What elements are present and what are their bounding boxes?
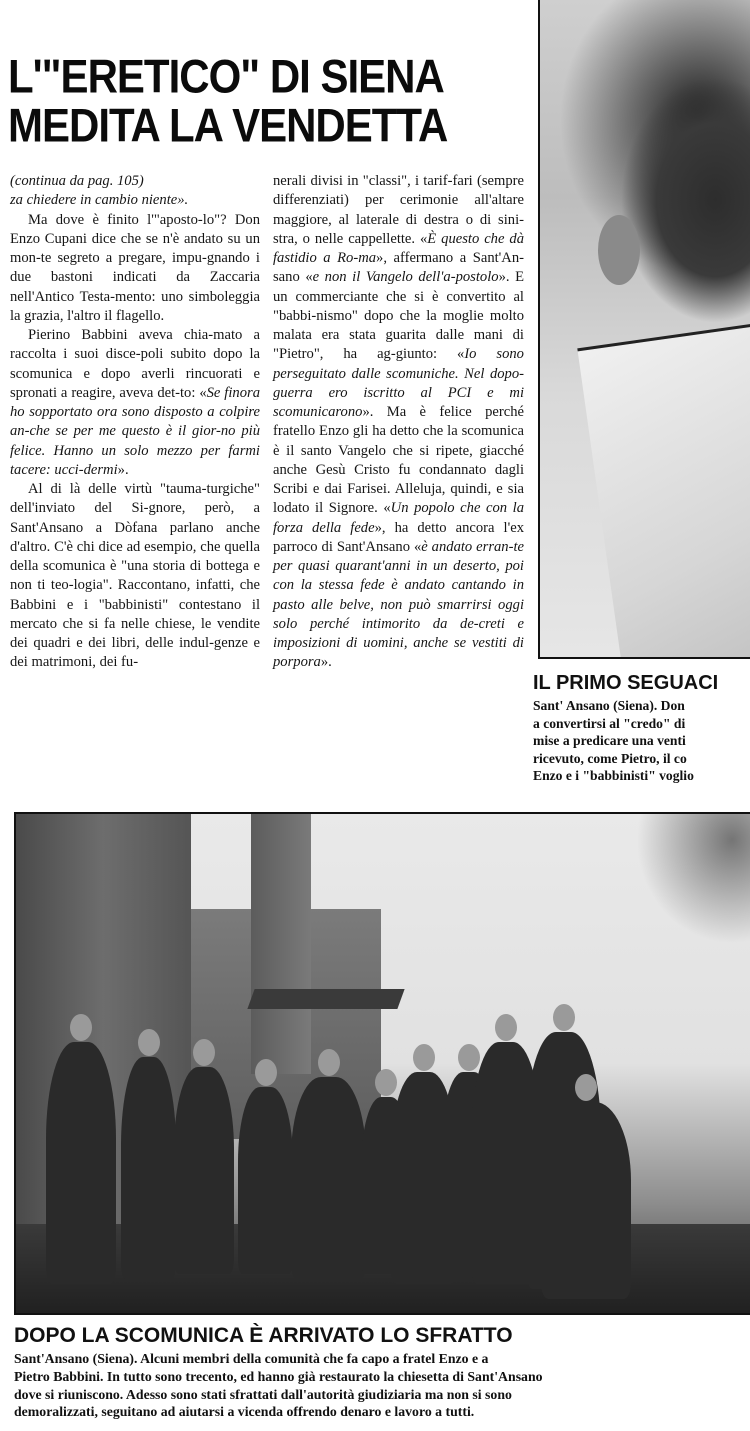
- group-caption-line: Sant'Ansano (Siena). Alcuni membri della comunità che fa capo a fratel Enzo e a: [14, 1351, 489, 1366]
- italic-quote: e non il Vangelo dell'a-postolo: [312, 269, 499, 286]
- portrait-ear: [598, 215, 640, 285]
- person-head: [375, 1069, 397, 1096]
- portrait-caption-line: a convertirsi al "credo" di: [533, 715, 686, 731]
- person-head: [413, 1044, 435, 1071]
- portrait-caption-body: [533, 697, 750, 785]
- portrait-caption-line: ricevuto, come Pietro, il co: [533, 750, 687, 766]
- portrait-caption-line: Enzo e i "babbinisti" voglio: [533, 768, 694, 784]
- article-text: Ma dove è finito l'"aposto-lo"? Don Enzo Cupani dice che se n'è andato su un mon-te segreto a pregare, impu-gnando i due bastoni indicati da Zaccaria nell'Antico Testa-mento: uno simboleggia la grazia, l'altro il flagello.: [10, 211, 260, 324]
- group-caption-line: dove si riuniscono. Adesso sono stati sfrattati dall'autorità giudiziaria ma non si sono: [14, 1386, 512, 1402]
- person-head: [255, 1059, 277, 1086]
- person-head: [138, 1029, 160, 1056]
- article-text: », affermano a Sant'An-sano «: [273, 250, 524, 286]
- headline-line-1: L'"ERETICO" DI SIENA: [8, 49, 444, 103]
- italic-quote: (continua da pag. 105): [10, 173, 144, 189]
- portrait-caption-line: Sant' Ansano (Siena). Don: [533, 698, 685, 713]
- article-column-2: [273, 172, 524, 673]
- article-text: nerali divisi in "classi", i tarif-fari (sempre differenziati) per cerimonie all'altare maggiore, al laterale di destra o di sini-stra, o nelle cappellette. «: [273, 173, 524, 247]
- person-silhouette: [121, 1057, 176, 1279]
- person-head: [575, 1074, 597, 1101]
- article-paragraph: [10, 191, 260, 210]
- person-head: [318, 1049, 340, 1076]
- group-caption-line: Pietro Babbini. In tutto sono trecento, ed hanno già restaurato la chiesetta di Sant'Ansano: [14, 1368, 543, 1384]
- italic-quote: è andato erran-te per quasi quarant'anni in un deserto, poi con la stessa fede è andato cantando in pasto alle belve, non può smarrirsi oggi solo perché intimorito da de-creti e imposizioni di uomini, anche se vestiti di porpora: [273, 538, 524, 671]
- italic-quote: È questo che dà fastidio a Ro-ma: [273, 230, 524, 266]
- roof: [247, 989, 404, 1009]
- article-text: », ha detto ancora l'ex parroco di Sant'Ansano «: [273, 519, 524, 555]
- person-silhouette: [238, 1087, 293, 1274]
- portrait-caption-line: mise a predicare una venti: [533, 733, 686, 749]
- article-text: Pierino Babbini aveva chia-mato a raccolta i suoi disce-poli subito dopo la scomunica e dopo averli rincuorati e spronati a reagire, aveva det-to: «: [10, 327, 260, 401]
- person-silhouette: [46, 1042, 116, 1284]
- article-paragraph: [10, 211, 260, 327]
- person-head: [70, 1014, 92, 1041]
- article-paragraph: [10, 480, 260, 673]
- article-text: ».: [320, 654, 332, 671]
- italic-quote: Se finora ho sopportato ora sono disposto a colpire an-che se per me questo è il gior-no più felice. Hanno un solo mezzo per farmi tacere: ucci-dermi: [10, 384, 260, 478]
- group-caption-title: DOPO LA SCOMUNICA È ARRIVATO LO SFRATTO: [14, 1324, 513, 1347]
- italic-quote: za chiedere in cambio niente».: [10, 192, 189, 209]
- portrait-caption-title: IL PRIMO SEGUACI: [533, 672, 719, 694]
- portrait-collar: [577, 315, 750, 659]
- person-silhouette: [174, 1067, 234, 1274]
- article-paragraph: [10, 172, 260, 191]
- headline-line-2: MEDITA LA VENDETTA: [8, 99, 448, 152]
- article-text: Al di là delle virtù "tauma-turgiche" dell'inviato del Si-gnore, però, a Sant'Ansano a Dòfana parlano anche d'altro. C'è chi dice ad esempio, che quella della scomunica è "una storia di bottega e non ti teo-logia". Raccontano, infatti, che Babbini e i "babbinisti" contestano il mercato che si fa nelle chiese, le vendite dei quadri e dei libri, delle indul-genze e dei matrimoni, dei fu-: [10, 481, 260, 671]
- article-paragraph: [273, 172, 524, 673]
- person-head: [193, 1039, 215, 1066]
- article-text: ». Ma è felice perché fratello Enzo gli ha detto che la scomunica è il santo Vangelo che si ripete, giacché anche Gesù Cristo fu condannato dagli Scribi e dai Farisei. Alleluja, quindi, e sia lodato il Signore. «: [273, 404, 524, 517]
- headline: [8, 49, 528, 152]
- article-column-1: [10, 172, 260, 673]
- article-text: ». E un commerciante che si è convertito al "babbi-nismo" dopo che la moglie molto malata era stata guarita dalle mani di "Pietro", ha ag-giunto: «: [273, 269, 524, 363]
- portrait-photo: [538, 0, 750, 659]
- tree-branches: [636, 814, 750, 944]
- person-head: [553, 1004, 575, 1031]
- italic-quote: Io sono perseguitato dalle scomuniche. Nel dopo-guerra ero iscritto al PCI e mi scomunicarono: [273, 346, 524, 420]
- person-silhouette: [291, 1077, 366, 1279]
- group-caption-line: demoralizzati, seguitano ad aiutarsi a vicenda offrendo denaro e lavoro a tutti.: [14, 1404, 475, 1420]
- group-caption-body: [14, 1350, 750, 1421]
- bell-tower: [251, 814, 311, 1074]
- italic-quote: Un popolo che con la forza della fede: [273, 500, 524, 536]
- person-silhouette: [541, 1102, 631, 1299]
- person-head: [458, 1044, 480, 1071]
- group-photo: [14, 812, 750, 1315]
- article-text: ».: [117, 461, 129, 478]
- article-paragraph: [10, 326, 260, 480]
- person-head: [495, 1014, 517, 1041]
